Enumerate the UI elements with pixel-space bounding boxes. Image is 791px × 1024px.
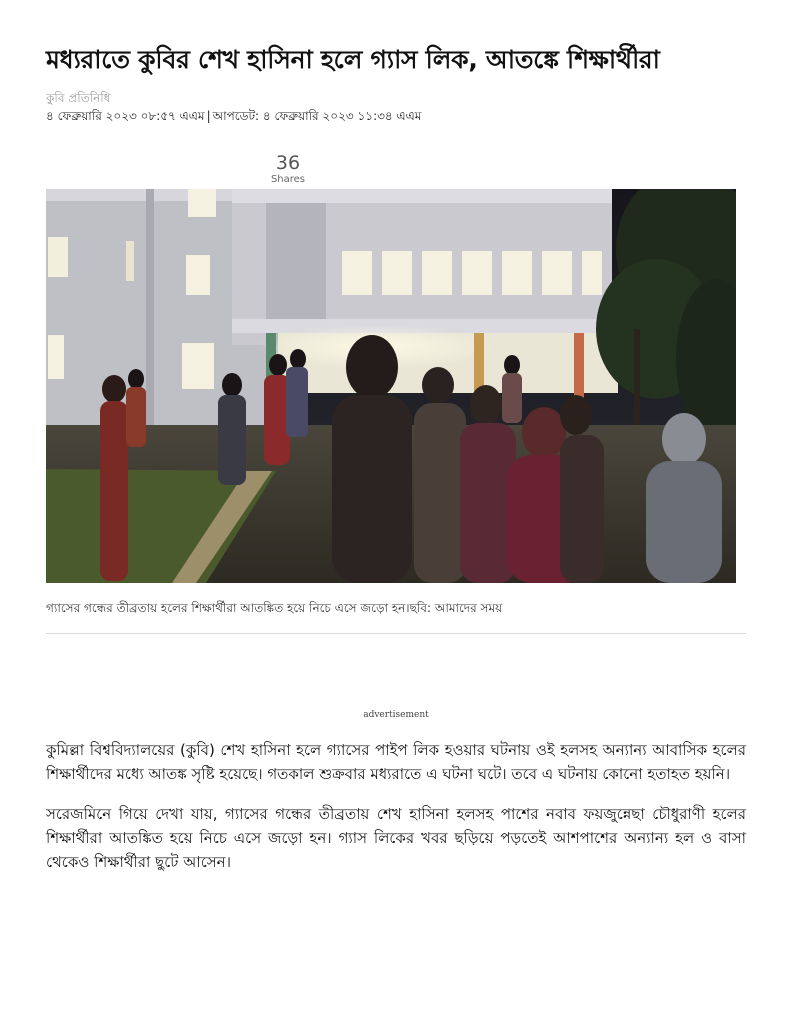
body-paragraph-1: কুমিল্লা বিশ্ববিদ্যালয়ের (কুবি) শেখ হাসিনা হলে গ্যাসের পাইপ লিক হওয়ার ঘটনায় ওই হলসহ অন্যান্য আবাসিক হলের শিক্ষার্থীদের মধ্যে আতঙ্ক সৃষ্টি হয়েছে। গতকাল শুক্রবার মধ্যরাতে এ ঘটনা ঘটে। তবে এ ঘটনায় কোনো হতাহত হয়নি।	[46, 741, 746, 783]
updated-time: ৪ ফেব্রুয়ারি ২০২৩ ১১:৩৪ এএম	[262, 109, 422, 123]
advertisement-label: advertisement	[363, 710, 429, 720]
photo-caption: গ্যাসের গন্ধের তীব্রতায় হলের শিক্ষার্থীরা আতঙ্কিত হয়ে নিচে এসে জড়ো হন।ছবি: আমাদের সময়	[46, 601, 503, 615]
article-dateline	[46, 108, 466, 125]
caption-divider	[46, 633, 746, 634]
share-count: 36	[275, 152, 301, 174]
article-photo	[46, 189, 736, 583]
article-body	[46, 738, 746, 890]
published-time: ৪ ফেব্রুয়ারি ২০২৩ ০৮:৫৭ এএম	[46, 109, 205, 123]
share-label: Shares	[270, 174, 306, 185]
body-paragraph-2: সরেজমিনে গিয়ে দেখা যায়, গ্যাসের গন্ধের তীব্রতায় শেখ হাসিনা হলসহ পাশের নবাব ফয়জুন্নেছা চৌধুরাণী হলের শিক্ষার্থীরা আতঙ্কিত হয়ে নিচে এসে জড়ো হন। গ্যাস লিকের খবর ছড়িয়ে পড়তেই আশপাশের অন্যান্য হল ও বাসা থেকেও শিক্ষার্থীরা ছুটে আসেন।	[46, 805, 746, 871]
students-outside-hall-photo	[46, 189, 736, 583]
article	[46, 40, 746, 871]
updated-label: আপডেট:	[212, 109, 260, 123]
article-headline: মধ্যরাতে কুবির শেখ হাসিনা হলে গ্যাস লিক, আতঙ্কে শিক্ষার্থীরা	[46, 45, 660, 74]
article-author[interactable]: কুবি প্রতিনিধি	[46, 91, 111, 105]
dateline-separator: |	[206, 109, 211, 123]
share-counter	[260, 152, 316, 185]
